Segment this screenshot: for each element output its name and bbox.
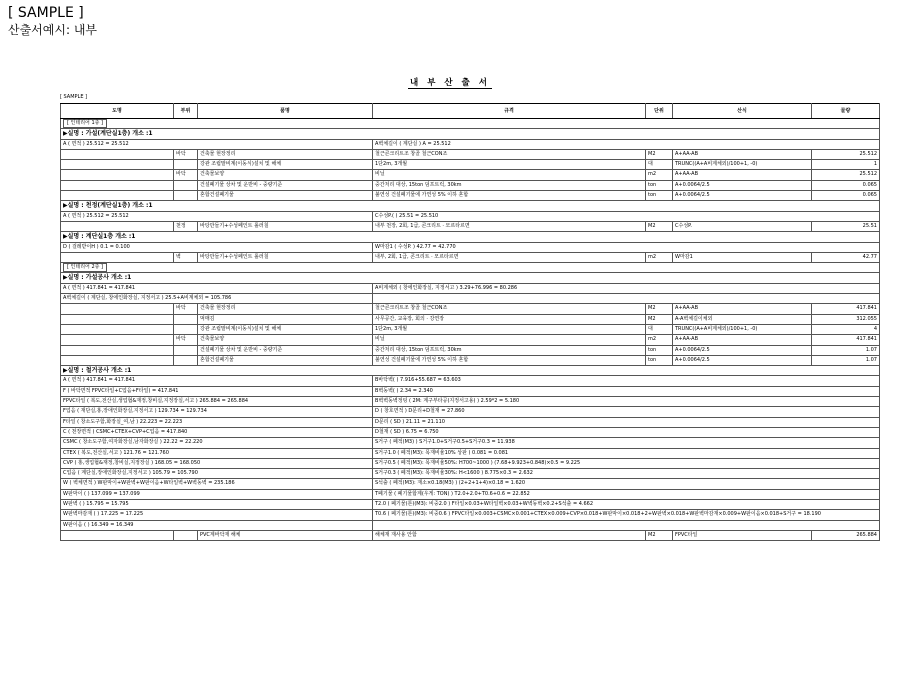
calc-row [61,448,880,458]
item-unit: ton [646,345,673,355]
calc-right: C수성P.( ) 25.51 = 25.510 [373,211,880,221]
item-name: 건축물보양 [198,335,373,345]
item-spec: 사무공간, 교육장, 회의 · 강연장 [373,314,646,324]
item-part [174,355,198,365]
calc-row [61,376,880,386]
calc-row [61,469,880,479]
item-formula: C수성P. [673,221,812,231]
item-qty: 265.884 [812,530,880,540]
page-header [8,4,97,38]
calc-right: S거구1.0 ( 폐적(M3): 목재비율10% 상판 ) 0.081 = 0.081 [373,448,880,458]
item-unit: 대 [646,324,673,334]
calc-right: A비계체외 ( 창에인화장실, 지정서고 ) 3.29+76.996 = 80.286 [373,283,880,293]
item-qty: 25.512 [812,170,880,180]
item-qty: 1.07 [812,355,880,365]
calc-left: C업음 ( 계단실,장애인화장실,지정서고 ) 105.79 = 105.790 [61,469,373,479]
item-formula: A+0.0064/2.5 [673,345,812,355]
item-part: 벽 [174,252,198,262]
calc-right: A벽체길이 ( 계단실 ) A = 25.512 [373,139,880,149]
calc-row [61,139,880,149]
calc-row [61,386,880,396]
calc-row [61,438,880,448]
calc-left: F타일 ( 창소도구함,화장실_여,남 ) 22.223 = 22.223 [61,417,373,427]
item-unit: ton [646,180,673,190]
calc-left: W ( 벽체면적 ) W판막이+W판벽+W판이음+W타일벽+W벽동벽 = 235.186 [61,479,373,489]
item-row [61,345,880,355]
item-part [174,345,198,355]
calc-row [61,211,880,221]
item-row [61,252,880,262]
item-spec: 중간처리 대상, 15ton 덤프트럭, 30km [373,345,646,355]
item-spec: 중간처리 대상, 15ton 덤프트럭, 30km [373,180,646,190]
item-name: 강관 조립말비계(이동식)설치 및 해체 [198,324,373,334]
item-part: 바닥 [174,335,198,345]
item-name: 먹매김 [198,314,373,324]
calc-left: CVP ( 홍,생업협&재정,창비실,지정장실 ) 168.05 = 168.050 [61,458,373,468]
calc-left: F업음 ( 재단실,홍,장애인화장실,지정서고 ) 129.734 = 129.734 [61,407,373,417]
section-title: ▶실명 : 가설공사 개소 :1 [61,273,880,283]
item-part: 천정 [174,221,198,231]
calc-right: S거구 ( 폐적(M3) ) S거구1.0+S거구0.5+S거구0.3 = 11.938 [373,438,880,448]
item-spec: 해체재 재사용 안함 [373,530,646,540]
item-spec: 불연성 건설폐기물에 가연성 5% 이하 혼합 [373,191,646,201]
calc-left: CTEX ( 복도,전산실,서고 ) 121.76 = 121.760 [61,448,373,458]
calc-left: W판벽마감재 ( ) 17.225 = 17.225 [61,510,373,520]
item-formula: FPVC타일 [673,530,812,540]
calc-left: F ( 바닥면적 FPVC타일+C업음+F타일) = 417.841 [61,386,373,396]
item-row [61,180,880,190]
page-subtitle: 산출서예시: 내부 [8,23,98,37]
calc-left: W판막이 ( ) 137.099 = 137.099 [61,489,373,499]
item-qty: 1 [812,160,880,170]
calc-row [61,520,880,530]
item-part: 바닥 [174,149,198,159]
calc-left: A ( 면적 ) 25.512 = 25.512 [61,139,373,149]
item-spec: 비닐 [373,170,646,180]
item-formula: TRUNC((A+A비계체외)/100+1, -0) [673,324,812,334]
item-formula: A+AA-AB [673,335,812,345]
item-formula: TRUNC((A+A비계체외)/100+1, -0) [673,160,812,170]
item-qty: 42.77 [812,252,880,262]
quantity-table [60,103,880,541]
item-spec: 철근콘크리트조 창골 철근CON조 [373,149,646,159]
item-doc-cell [61,355,174,365]
calc-row [61,283,880,293]
item-part [174,530,198,540]
item-unit: m2 [646,252,673,262]
item-qty: 417.841 [812,304,880,314]
item-qty: 0.065 [812,191,880,201]
col-header-spec: 규격 [373,104,646,119]
item-unit: M2 [646,530,673,540]
item-row [61,160,880,170]
item-spec: 내부, 2회, 1급, 콘크리트 · 모르타르면 [373,252,646,262]
section-title: ▶실명 : 천정(계단실1층) 개소 :1 [61,201,880,211]
item-unit: M2 [646,304,673,314]
calc-row [61,427,880,437]
calc-right: D ( 창호면적 ) D문리+D철재 = 27.860 [373,407,880,417]
item-unit: ton [646,191,673,201]
item-name: PVC계바닥재 해체 [198,530,373,540]
item-unit: M2 [646,221,673,231]
section-row [61,366,880,376]
item-qty: 0.065 [812,180,880,190]
sample-label: [ SAMPLE ] [8,5,84,21]
item-unit: m2 [646,170,673,180]
calc-right [373,520,880,530]
calc-right: S석출 ( 폐적(M3): 재소×0.18(M3) ) (2+2+1+4)×0.18 = 1.620 [373,479,880,489]
item-name: 건축물 현장정리 [198,304,373,314]
item-doc-cell [61,530,174,540]
calc-row [61,397,880,407]
item-doc-cell [61,252,174,262]
calc-right: D문리 ( SD ) 21.11 = 21.110 [373,417,880,427]
calc-row [61,417,880,427]
calc-row [61,510,880,520]
item-name: 건축물 현장정리 [198,149,373,159]
calc-right: S거구0.5 ( 폐적(M3): 목재비율50%: H700~1000 ) (7.68+9.923+0.848)×0.5 = 9.225 [373,458,880,468]
item-row [61,355,880,365]
section-title: ▶실명 : 가설(계단실1층) 개소 :1 [61,129,880,139]
group-row [61,263,880,273]
item-part [174,191,198,201]
item-name: 강관 조립말비계(이동식)설치 및 해체 [198,160,373,170]
item-row [61,314,880,324]
item-doc-cell [61,314,174,324]
table-body [61,119,880,541]
group-row [61,119,880,129]
calc-right: B벽동벽( ) 2.34 = 2.340 [373,386,880,396]
item-spec: 불연성 건설폐기물에 가연성 5% 이하 혼합 [373,355,646,365]
calc-right: T2.0 ( 폐기물(톤)(M3): 비중2.0 ) F타일×0.03+W타일벽×0.03+W벽동벽×0.2+S석출 = 4.662 [373,499,880,509]
document-title-text: 내 부 산 출 서 [410,78,490,88]
item-doc-cell [61,304,174,314]
item-qty: 312.055 [812,314,880,324]
section-row [61,273,880,283]
item-name: 건설폐기물 상차 및 운반비 - 중량기준 [198,345,373,355]
document-title [0,76,900,88]
calc-right: B바닥벽( ) 7.916+55.687 = 63.603 [373,376,880,386]
calc-row [61,294,880,304]
calc-right: T폐기물 ( 폐기물합계(우게: TON) ) T2.0+2.0+T0.6+0.6 = 22.852 [373,489,880,499]
table-header-row [61,104,880,119]
section-title: ▶실명 : 계단실1층 개소 :1 [61,232,880,242]
calc-left: W판벽 ( ) 15.795 = 15.795 [61,499,373,509]
item-row [61,530,880,540]
calc-left: C ( 천장면적 ) CSMC+CTEX+CVP+C업음 = 417.840 [61,427,373,437]
item-formula: A+AA-AB [673,304,812,314]
item-formula: A-A벽체길이체외 [673,314,812,324]
group-cell [61,119,880,129]
item-formula: A+0.0064/2.5 [673,191,812,201]
item-part [174,180,198,190]
calc-left: A벽체길이 ( 계단실, 창에인화장실, 지정서고 ) 25.5+A비계체외 = 105.786 [61,294,373,304]
item-doc-cell [61,191,174,201]
calc-row [61,407,880,417]
group-cell [61,263,880,273]
section-row [61,201,880,211]
calc-left: W판이음 ( ) 16.349 = 16.349 [61,520,373,530]
calc-row [61,479,880,489]
item-qty: 417.841 [812,335,880,345]
item-unit: M2 [646,314,673,324]
item-unit: m2 [646,335,673,345]
calc-right [373,294,880,304]
item-formula: A+AA-AB [673,149,812,159]
item-name: 건축물보양 [198,170,373,180]
col-header-unit: 단위 [646,104,673,119]
item-name: 바탕만들기+수성페인트 롤러칠 [198,221,373,231]
calc-left: A ( 면적 ) 25.512 = 25.512 [61,211,373,221]
item-spec: 철근콘크리트조 창골 철근CON조 [373,304,646,314]
col-header-qty: 물량 [812,104,880,119]
col-header-part: 부위 [174,104,198,119]
item-doc-cell [61,170,174,180]
item-row [61,191,880,201]
calc-left: FPVC타일 ( 복도,전산실,생업협&재정,창비실,지정장실,서고 ) 265.884 = 265.884 [61,397,373,407]
calc-left: D ( 걸레받이H ) 0.1 = 0.100 [61,242,373,252]
item-unit: M2 [646,149,673,159]
item-doc-cell [61,221,174,231]
item-part: 바닥 [174,304,198,314]
item-spec: 비닐 [373,335,646,345]
calc-row [61,242,880,252]
item-row [61,221,880,231]
item-doc-cell [61,180,174,190]
item-row [61,304,880,314]
item-spec: 내부 천장, 2회, 1급, 콘크리트 · 모르타르면 [373,221,646,231]
document-sample-tag: [ SAMPLE ] [60,94,88,100]
item-doc-cell [61,160,174,170]
item-name: 건설폐기물 상차 및 운반비 - 중량기준 [198,180,373,190]
item-spec: 1단2m, 3개월 [373,324,646,334]
calc-row [61,489,880,499]
item-name: 혼합건설폐기물 [198,191,373,201]
calc-left: A ( 면적 ) 417.841 = 417.841 [61,283,373,293]
item-qty: 25.51 [812,221,880,231]
col-header-doc: 도명 [61,104,174,119]
item-qty: 4 [812,324,880,334]
item-unit: 대 [646,160,673,170]
item-formula: A+0.0064/2.5 [673,180,812,190]
item-row [61,324,880,334]
item-formula: A+0.0064/2.5 [673,355,812,365]
section-row [61,129,880,139]
section-title: ▶실명 : 철거공사 개소 :1 [61,366,880,376]
calc-left: A ( 면적 ) 417.841 = 417.841 [61,376,373,386]
section-row [61,232,880,242]
item-unit: ton [646,355,673,365]
calc-right: B벽벽동벽정팅 ( 2M: 계구부타공(지정서고용) ) 2.59*2 = 5.180 [373,397,880,407]
item-part [174,314,198,324]
calc-right: S거구0.3 ( 폐적(M3): 목재비율30%: H<1600 ) 8.775×0.3 = 2.632 [373,469,880,479]
item-name: 혼합건설폐기물 [198,355,373,365]
item-part [174,324,198,334]
item-doc-cell [61,149,174,159]
calc-right: W마감1 ( 수성P. ) 42.77 = 42.770 [373,242,880,252]
item-row [61,149,880,159]
col-header-name: 품명 [198,104,373,119]
item-part [174,160,198,170]
col-header-formula: 산식 [673,104,812,119]
item-row [61,170,880,180]
calc-right: D철재 ( SD ) 6.75 = 6.750 [373,427,880,437]
item-spec: 1단2m, 3개월 [373,160,646,170]
item-row [61,335,880,345]
item-part: 바닥 [174,170,198,180]
item-formula: W마감1 [673,252,812,262]
item-qty: 25.512 [812,149,880,159]
calc-right: T0.6 ( 폐기물(톤)(M3): 비중0.6 ) FPVC타일×0.003+CSMC×0.001+CTEX×0.009+CVP×0.018+W판막이×0.018+2+W판벽×0.018+W판벽마감재×0.009+W판이음×0.018+S거구 = 18.190 [373,510,880,520]
item-doc-cell [61,335,174,345]
calc-row [61,499,880,509]
item-qty: 1.07 [812,345,880,355]
item-doc-cell [61,324,174,334]
calc-left: CSMC ( 창소도구함,여자화장실,남자화장실 ) 22.22 = 22.220 [61,438,373,448]
calc-row [61,458,880,468]
item-formula: A+AA-AB [673,170,812,180]
group-label: [ 인테리어 2층 ] [63,263,107,272]
item-doc-cell [61,345,174,355]
group-label: [ 인테리어 1층 ] [63,119,107,128]
item-name: 바탕만들기+수성페인트 롤러칠 [198,252,373,262]
